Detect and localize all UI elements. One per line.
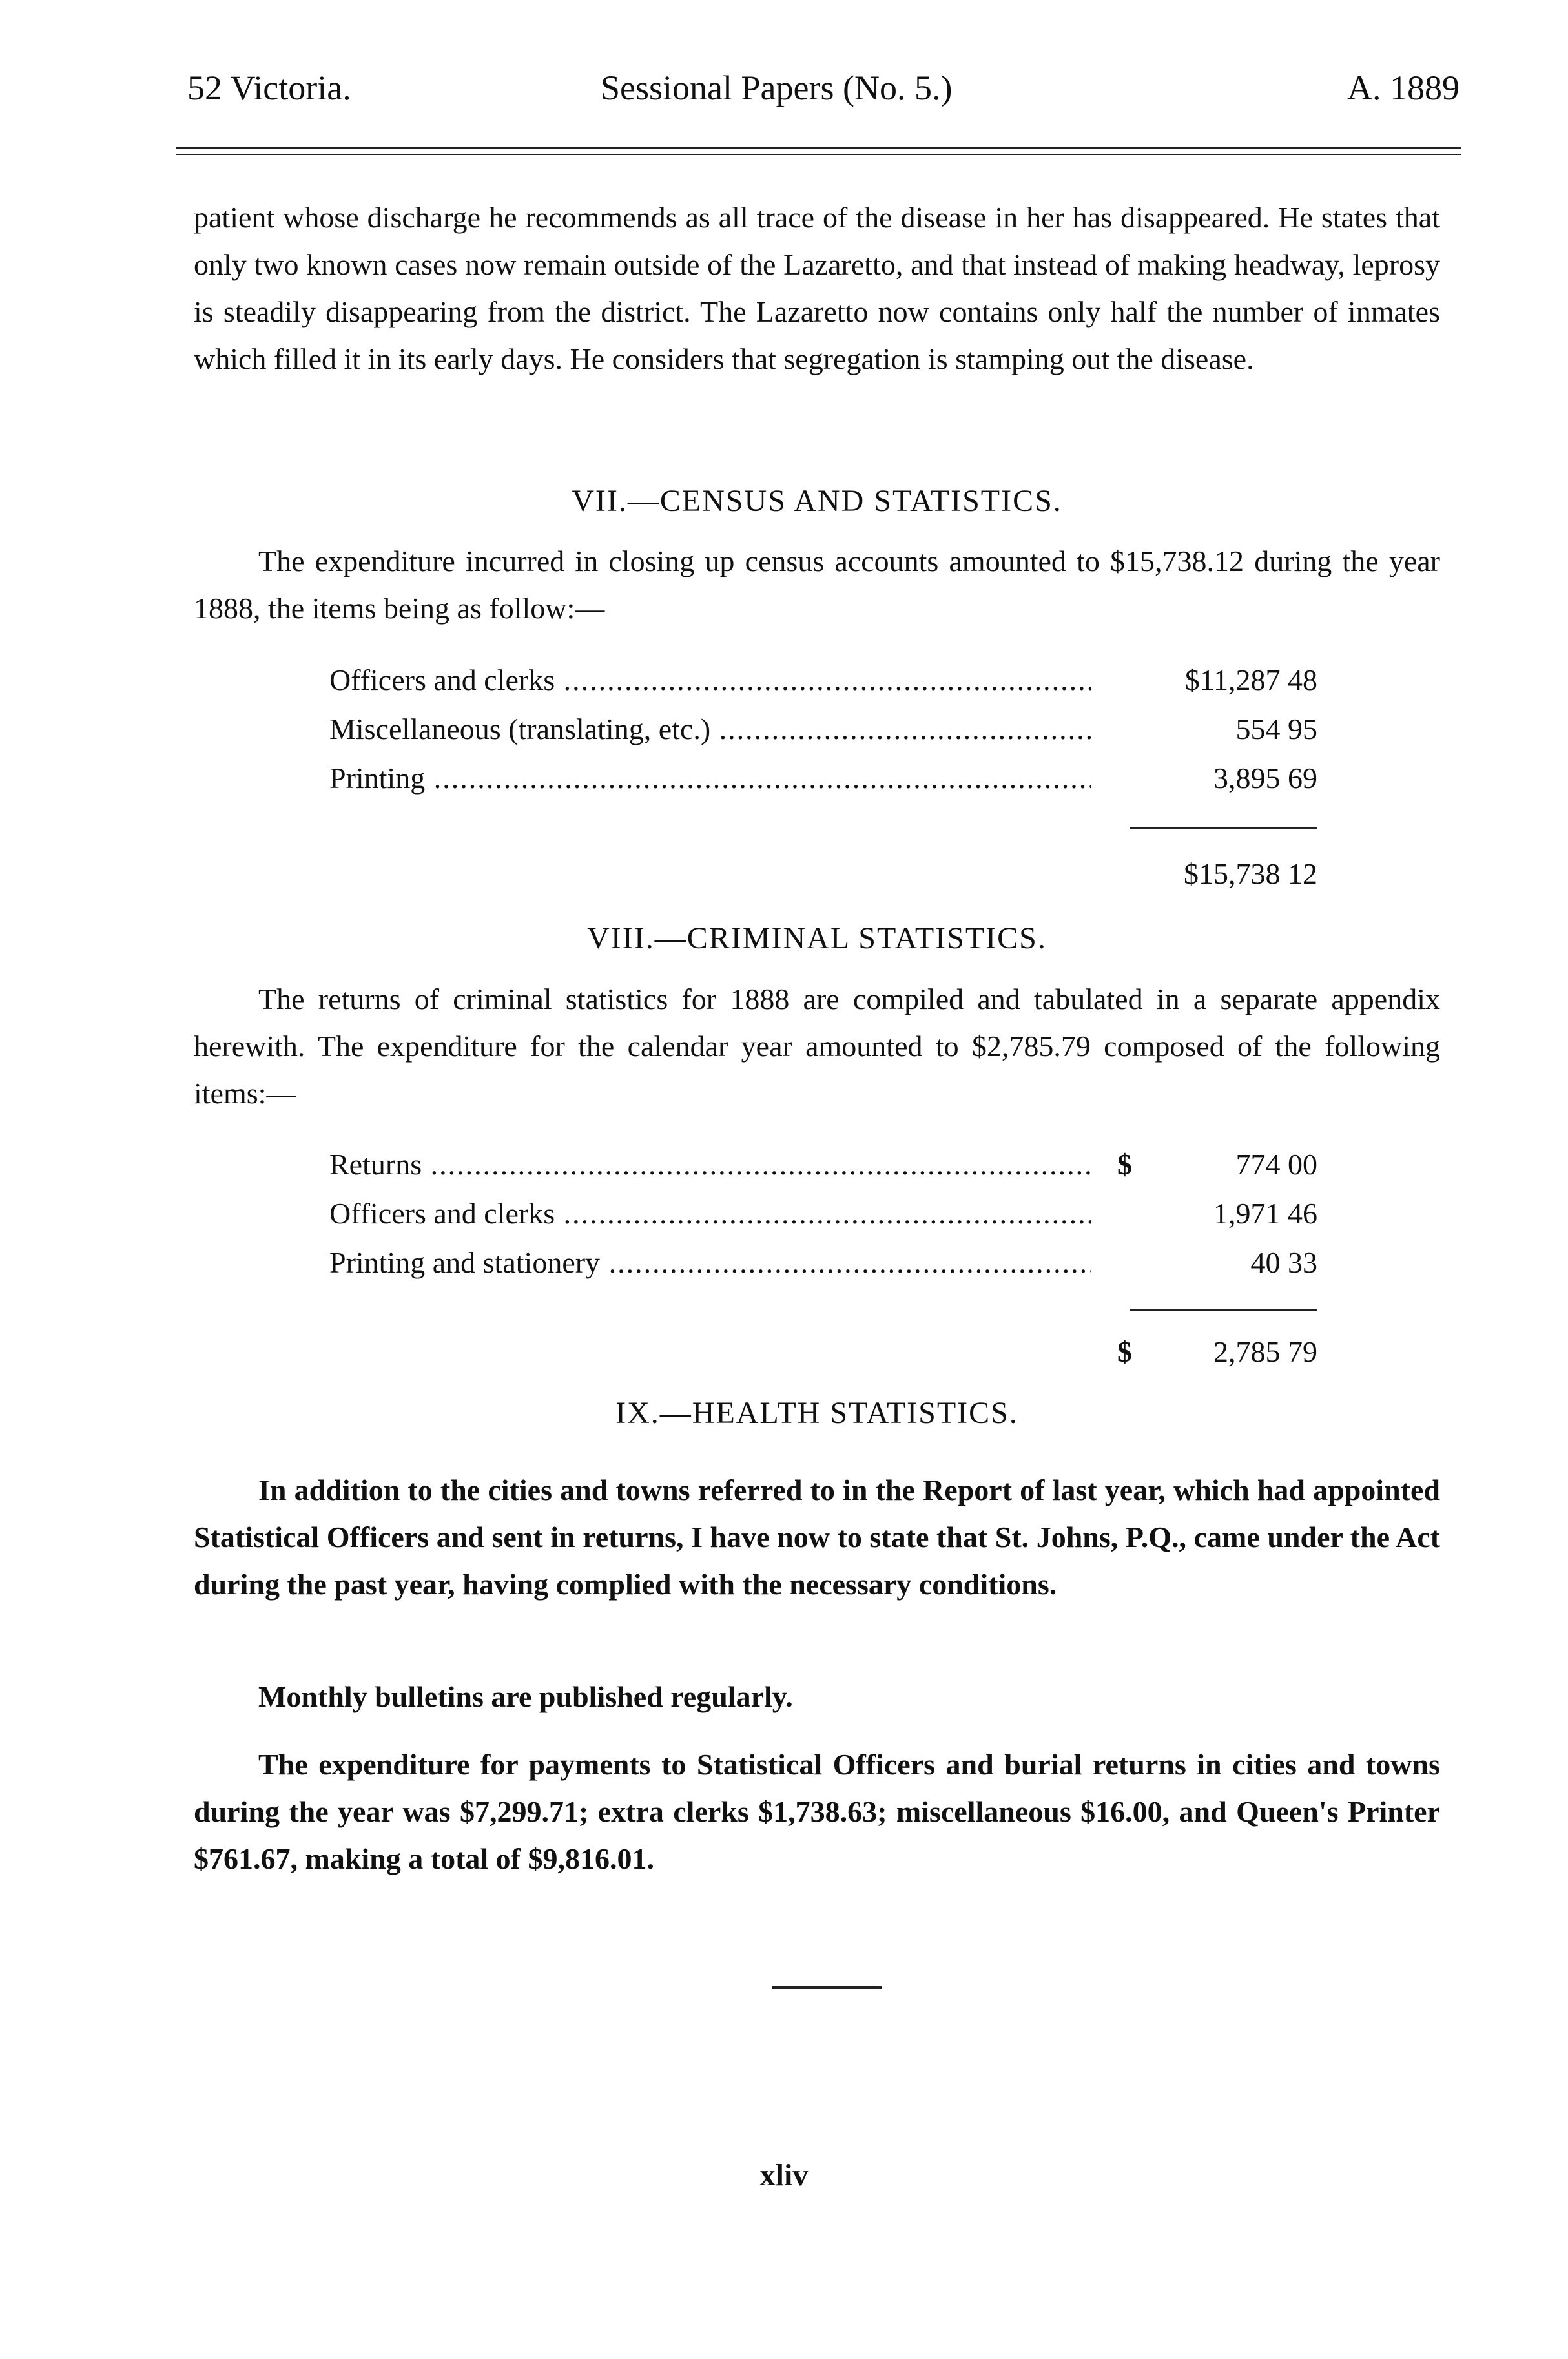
section-ix-heading: IX.—HEALTH STATISTICS. [615,1396,1018,1430]
running-head [187,68,1460,120]
section-ix-paragraph-3: The expenditure for payments to Statistical Officers and burial returns in cities and towns during the year was $7,299.71; extra clerks $1,738.63; miscellaneous $16.00, and Queen's Printer $761.67, making a total of $9,816.01. [194,1748,1440,1875]
item-label: Printing ..... [329,754,1091,803]
total-row [329,1327,1317,1377]
section-vii-heading: VII.—CENSUS AND STATISTICS. [572,484,1062,518]
item-amount: 3,895 69 [1213,762,1317,795]
header-rule-thin [176,154,1461,155]
table-row [329,705,1317,754]
sum-rule [1130,827,1317,829]
header-year: A. 1889 [1347,68,1460,107]
total-currency: $ [1117,1335,1132,1368]
table-row [329,754,1317,803]
table-row [329,1189,1317,1238]
intro-paragraph: patient whose discharge he recommends as all trace of the disease in her has disappeared. He states that only two known cases now remain outside of the Lazaretto, and that instead of making headway, leprosy is steadily disappearing from the district. The Lazaretto now contains only half the number of inmates which filled it in its early days. He considers that segregation is stamping out the disease. [194,201,1440,375]
item-currency: $ [1117,1148,1132,1181]
item-amount: 1,971 46 [1213,1197,1317,1230]
item-label: Printing and stationery ..... [329,1238,1091,1287]
table-row [329,1238,1317,1287]
section-viii-heading: VIII.—CRIMINAL STATISTICS. [587,921,1047,955]
section-viii-paragraph: The returns of criminal statistics for 1888 are compiled and tabulated in a separate appendix herewith. The expenditure for the calendar year amounted to $2,785.79 composed of the following items:— [194,982,1440,1110]
criminal-expenditure-table [329,1140,1317,1368]
sum-rule [1130,1309,1317,1311]
item-label: Returns ..... [329,1140,1091,1189]
closing-rule [772,1986,882,1989]
census-expenditure-table [329,656,1317,890]
header-rule-thick [176,147,1461,149]
section-vii-paragraph: The expenditure incurred in closing up census accounts amounted to $15,738.12 during the year 1888, the items being as follow:— [194,545,1440,625]
header-series: Sessional Papers (No. 5.) [601,68,953,107]
header-volume: 52 Victoria. [187,68,351,107]
total-amount: $15,738 12 [1184,857,1317,890]
item-amount: 40 33 [1250,1246,1317,1279]
section-ix-paragraph-2: Monthly bulletins are published regularly. [258,1680,793,1713]
table-row [329,1140,1317,1189]
item-label: Officers and clerks ..... [329,656,1091,705]
item-label: Miscellaneous (translating, etc.) ..... [329,705,1091,754]
table-row [329,656,1317,705]
total-row [329,849,1317,899]
item-label: Officers and clerks ..... [329,1189,1091,1238]
item-amount: $11,287 48 [1184,663,1317,696]
item-amount: 774 00 [1235,1148,1317,1181]
section-ix-paragraph-1: In addition to the cities and towns referred to in the Report of last year, which had appointed Statistical Officers and sent in returns, I have now to state that St. Johns, P.Q., came under the Act during the past year, having complied with the necessary conditions. [194,1473,1440,1601]
page-folio: xliv [759,2158,809,2192]
total-amount: 2,785 79 [1213,1335,1317,1368]
item-amount: 554 95 [1235,712,1317,745]
